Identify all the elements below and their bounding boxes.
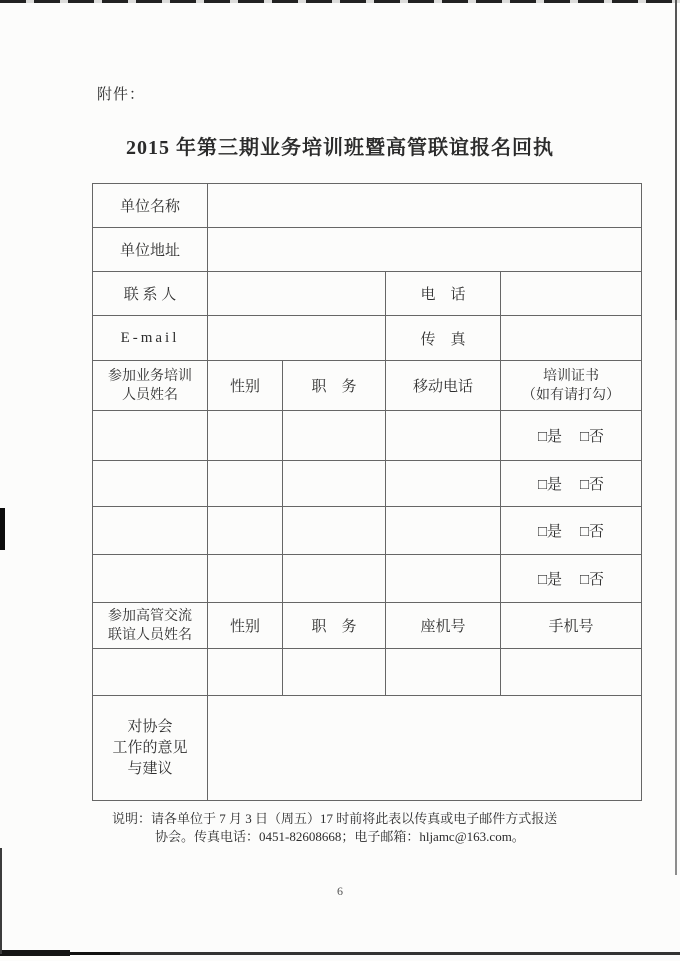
certificate-cell bbox=[501, 411, 642, 461]
certificate-yes-checkbox: □是 bbox=[537, 572, 562, 588]
email-row bbox=[93, 316, 642, 361]
certificate-yes-checkbox: □是 bbox=[537, 524, 562, 540]
unit-name-row bbox=[93, 184, 642, 228]
trainee-row bbox=[93, 555, 642, 603]
executive-header-row bbox=[93, 603, 642, 649]
executive-row bbox=[93, 649, 642, 696]
trainee-name-cell bbox=[93, 555, 208, 603]
certificate-cell bbox=[501, 507, 642, 555]
suggestion-label: 对协会 工作的意见 与建议 bbox=[93, 696, 208, 801]
trainee-row bbox=[93, 507, 642, 555]
unit-address-label: 单位地址 bbox=[93, 228, 208, 272]
certificate-yes-checkbox: □是 bbox=[537, 429, 562, 445]
trainee-position-cell bbox=[283, 555, 386, 603]
scan-bottom-edge-artifact bbox=[0, 952, 680, 955]
training-name-header: 参加业务培训 人员姓名 bbox=[93, 361, 208, 411]
contact-input-cell bbox=[208, 272, 386, 316]
executive-name-header: 参加高管交流 联谊人员姓名 bbox=[93, 603, 208, 649]
trainee-gender-cell bbox=[208, 507, 283, 555]
certificate-cell bbox=[501, 461, 642, 507]
training-position-header: 职 务 bbox=[283, 361, 386, 411]
fax-label: 传 真 bbox=[386, 316, 501, 361]
executive-name-cell bbox=[93, 649, 208, 696]
training-header-row bbox=[93, 361, 642, 411]
training-gender-header: 性别 bbox=[208, 361, 283, 411]
executive-position-header: 职 务 bbox=[283, 603, 386, 649]
trainee-row bbox=[93, 461, 642, 507]
email-input-cell bbox=[208, 316, 386, 361]
mobile-number-header: 手机号 bbox=[501, 603, 642, 649]
trainee-gender-cell bbox=[208, 411, 283, 461]
phone-input-cell bbox=[501, 272, 642, 316]
certificate-no-checkbox: □否 bbox=[580, 429, 605, 445]
trainee-name-cell bbox=[93, 461, 208, 507]
trainee-row bbox=[93, 411, 642, 461]
trainee-position-cell bbox=[283, 507, 386, 555]
unit-name-input-cell bbox=[208, 184, 642, 228]
trainee-position-cell bbox=[283, 461, 386, 507]
trainee-name-cell bbox=[93, 507, 208, 555]
trainee-name-cell bbox=[93, 411, 208, 461]
suggestion-input-cell bbox=[208, 696, 642, 801]
trainee-mobile-cell bbox=[386, 461, 501, 507]
footer-note-line2: 协会。传真电话：0451-82608668；电子邮箱：hljamc@163.com。 bbox=[155, 828, 525, 844]
fax-input-cell bbox=[501, 316, 642, 361]
certificate-no-checkbox: □否 bbox=[580, 524, 605, 540]
registration-form-table bbox=[92, 183, 642, 801]
trainee-position-cell bbox=[283, 411, 386, 461]
executive-mobile-cell bbox=[501, 649, 642, 696]
landline-header: 座机号 bbox=[386, 603, 501, 649]
scan-bottom-corner-artifact bbox=[0, 950, 70, 956]
trainee-mobile-cell bbox=[386, 555, 501, 603]
page-number: 6 bbox=[337, 884, 343, 898]
email-label: E-mail bbox=[93, 316, 208, 361]
executive-gender-cell bbox=[208, 649, 283, 696]
page-title: 2015 年第三期业务培训班暨高管联谊报名回执 bbox=[126, 137, 554, 159]
trainee-gender-cell bbox=[208, 555, 283, 603]
trainee-mobile-cell bbox=[386, 411, 501, 461]
contact-label: 联 系 人 bbox=[93, 272, 208, 316]
unit-name-label: 单位名称 bbox=[93, 184, 208, 228]
executive-gender-header: 性别 bbox=[208, 603, 283, 649]
unit-address-row bbox=[93, 228, 642, 272]
certificate-header: 培训证书 （如有请打勾） bbox=[501, 361, 642, 411]
certificate-no-checkbox: □否 bbox=[580, 572, 605, 588]
phone-label: 电 话 bbox=[386, 272, 501, 316]
suggestion-row bbox=[93, 696, 642, 801]
attachment-label: 附件： bbox=[97, 87, 146, 103]
unit-address-input-cell bbox=[208, 228, 642, 272]
footer-note-line1: 说明：请各单位于 7 月 3 日（周五）17 时前将此表以传真或电子邮件方式报送 bbox=[112, 811, 558, 826]
certificate-no-checkbox: □否 bbox=[580, 477, 605, 493]
scan-top-edge-artifact bbox=[0, 0, 680, 3]
training-mobile-header: 移动电话 bbox=[386, 361, 501, 411]
contact-row bbox=[93, 272, 642, 316]
executive-position-cell bbox=[283, 649, 386, 696]
scan-left-blob-artifact bbox=[0, 508, 5, 550]
certificate-cell bbox=[501, 555, 642, 603]
executive-landline-cell bbox=[386, 649, 501, 696]
certificate-yes-checkbox: □是 bbox=[537, 477, 562, 493]
trainee-mobile-cell bbox=[386, 507, 501, 555]
trainee-gender-cell bbox=[208, 461, 283, 507]
scan-left-edge-artifact bbox=[0, 848, 2, 954]
footer-note bbox=[112, 810, 602, 845]
